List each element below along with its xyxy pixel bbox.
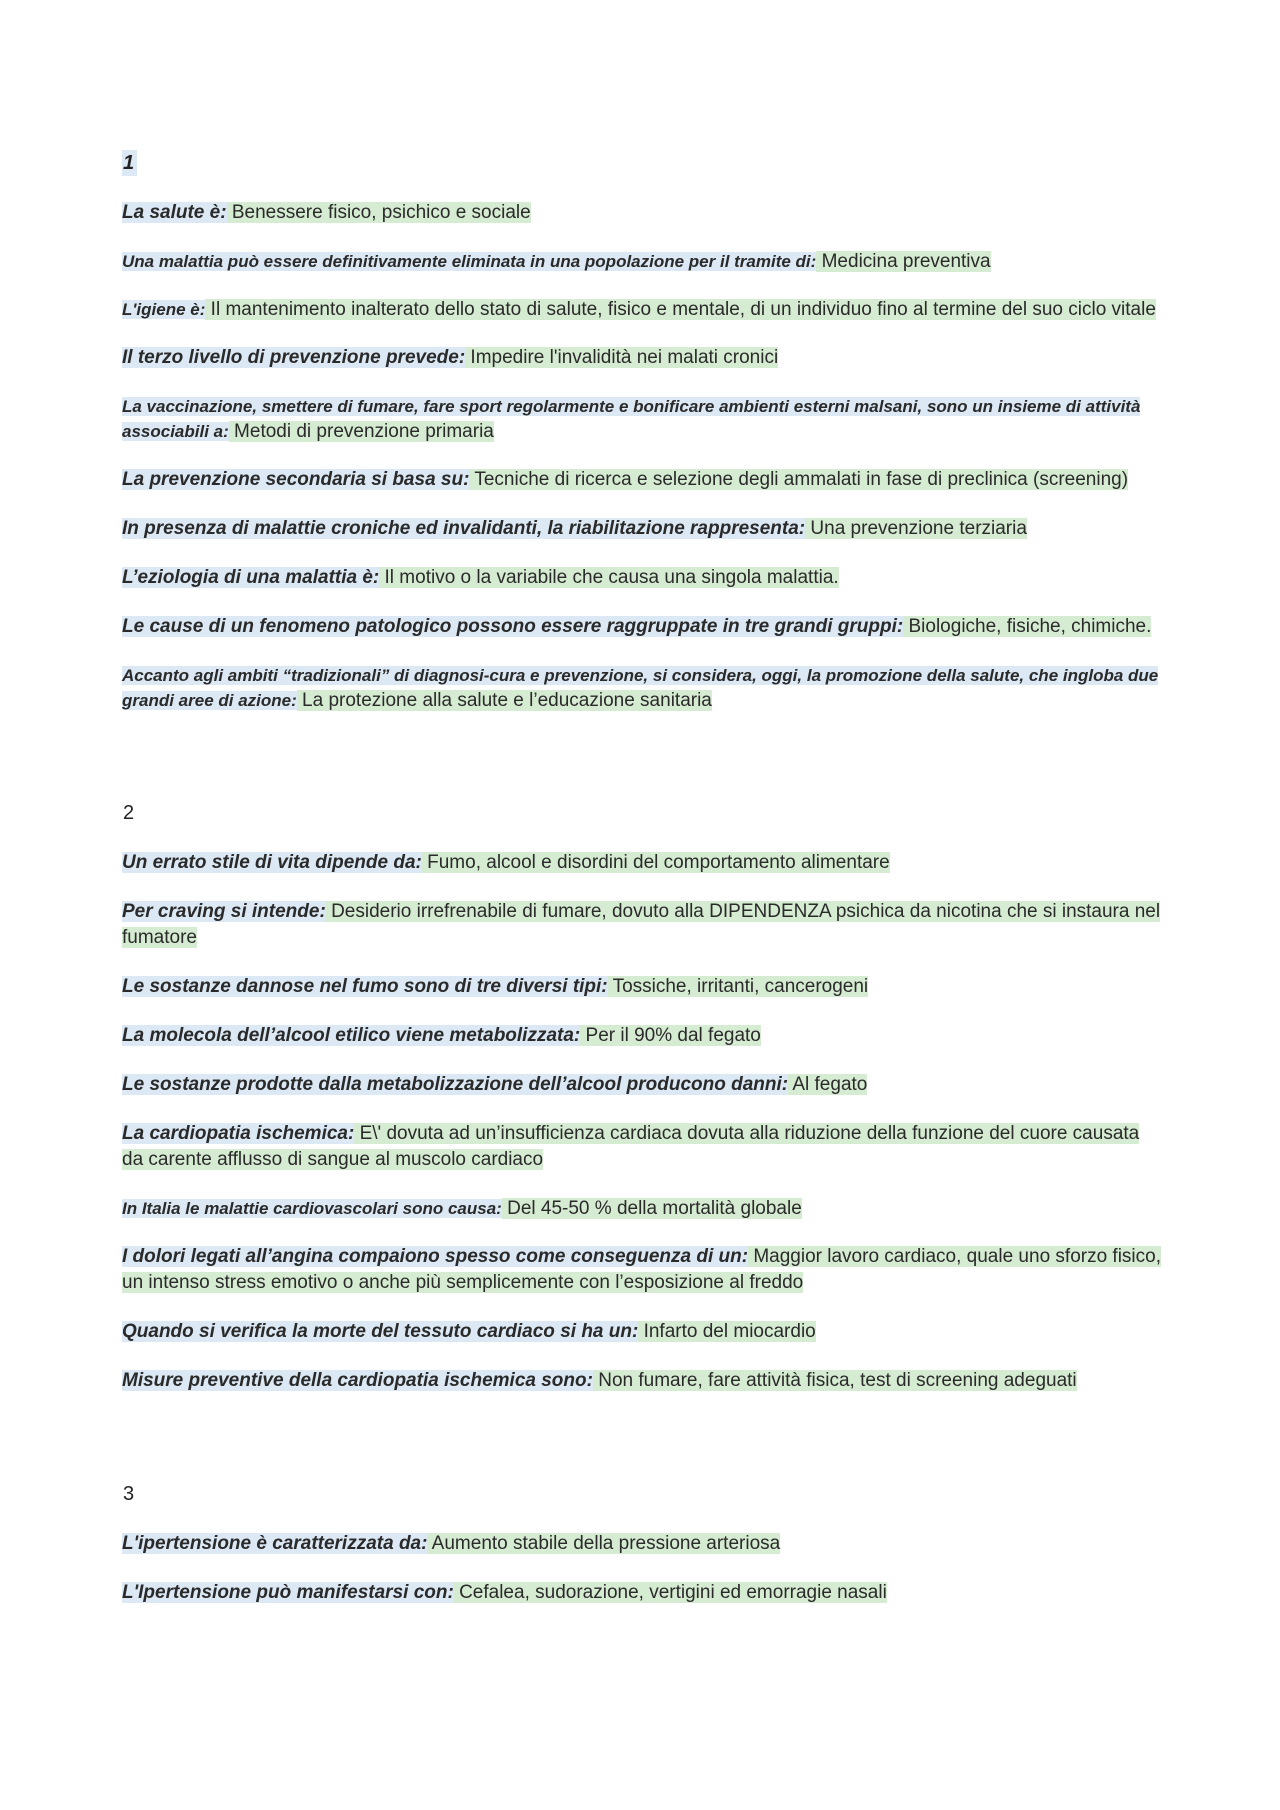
qa-item [122,1072,1164,1098]
qa-item [122,394,1164,444]
qa-item [122,1121,1164,1173]
answer: Del 45-50 % della mortalità globale [501,1198,802,1219]
answer: Al fegato [788,1074,868,1095]
section-number: 3 [123,1483,135,1505]
question: Le sostanze prodotte dalla metabolizzazione dell’alcool producono danni: [122,1074,789,1095]
answer: Impedire l'invalidità nei malati cronici [465,347,779,368]
answer: Una prevenzione terziaria [805,518,1027,539]
answer: Non fumare, fare attività fisica, test di screening adeguati [592,1370,1077,1391]
question: La salute è: [122,202,227,223]
qa-item [122,516,1164,542]
qa-item [122,249,1164,274]
question: L'Ipertensione può manifestarsi con: [122,1582,454,1603]
qa-item [122,663,1164,713]
question: Una malattia può essere definitivamente eliminata in una popolazione per il tramite di: [122,252,817,271]
qa-item [122,974,1164,1000]
answer: Aumento stabile della pressione arteriosa [427,1533,781,1554]
qa-item [122,565,1164,591]
qa-item [122,1196,1164,1221]
section-3 [122,1417,1160,1606]
answer: Il motivo o la variabile che causa una singola malattia. [379,567,839,588]
answer: Cefalea, sudorazione, vertigini ed emorragie nasali [453,1582,887,1603]
qa-item [122,850,1164,876]
question: Le cause di un fenomeno patologico possono essere raggruppate in tre grandi gruppi: [122,616,904,637]
question: Misure preventive della cardiopatia ischemica sono: [122,1370,593,1391]
section-2 [122,736,1160,1394]
qa-item [122,899,1164,951]
qa-item [122,467,1164,493]
qa-item [122,1244,1164,1296]
qa-item [122,1580,1164,1606]
qa-item [122,1531,1164,1557]
question: Un errato stile di vita dipende da: [122,852,422,873]
answer: La protezione alla salute e l’educazione sanitaria [296,690,712,711]
answer: Infarto del miocardio [638,1321,816,1342]
question: Per craving si intende: [122,901,326,922]
answer: Fumo, alcool e disordini del comportamento alimentare [421,852,890,873]
question: Il terzo livello di prevenzione prevede: [122,347,466,368]
question: La prevenzione secondaria si basa su: [122,469,470,490]
qa-item [122,1319,1164,1345]
answer: Desiderio irrefrenabile di fumare, dovuto alla DIPENDENZA psichica da nicotina che si instaura nel fumatore [122,901,1161,948]
answer: Benessere fisico, psichico e sociale [226,202,531,223]
section-1 [122,150,1160,713]
question: In Italia le malattie cardiovascolari sono causa: [122,1199,502,1218]
answer: Per il 90% dal fegato [580,1025,761,1046]
question: Accanto agli ambiti “tradizionali” di diagnosi-cura e prevenzione, si considera, oggi, la promozione della salute, che ingloba due grandi aree di azione: [122,666,1159,710]
answer: Medicina preventiva [816,251,991,272]
qa-item [122,1023,1164,1049]
question: La molecola dell’alcool etilico viene metabolizzata: [122,1025,581,1046]
section-number: 2 [123,802,135,824]
question: I dolori legati all’angina compaiono spesso come conseguenza di un: [122,1246,749,1267]
qa-item [122,1368,1164,1394]
question: Quando si verifica la morte del tessuto cardiaco si ha un: [122,1321,639,1342]
qa-item [122,345,1164,371]
answer: Tossiche, irritanti, cancerogeni [607,976,869,997]
answer: Biologiche, fisiche, chimiche. [903,616,1152,637]
answer: Metodi di prevenzione primaria [228,421,494,442]
qa-item [122,200,1164,226]
qa-item [122,297,1164,322]
question: La cardiopatia ischemica: [122,1123,355,1144]
answer: E\' dovuta ad un’insufficienza cardiaca dovuta alla riduzione della funzione del cuore causata da carente afflusso di sangue al muscolo cardiaco [122,1123,1140,1170]
question: La vaccinazione, smettere di fumare, fare sport regolarmente e bonificare ambienti esterni malsani, sono un insieme di attività associabili a: [122,397,1141,441]
qa-item [122,614,1164,640]
answer: Maggior lavoro cardiaco, quale uno sforzo fisico, un intenso stress emotivo o anche più semplicemente con l’esposizione al freddo [122,1246,1161,1293]
answer: Il mantenimento inalterato dello stato di salute, fisico e mentale, di un individuo fino al termine del suo ciclo vitale [205,299,1156,320]
question: Le sostanze dannose nel fumo sono di tre diversi tipi: [122,976,608,997]
section-number: 1 [122,150,137,176]
answer: Tecniche di ricerca e selezione degli ammalati in fase di preclinica (screening) [469,469,1129,490]
question: L'ipertensione è caratterizzata da: [122,1533,428,1554]
question: L’eziologia di una malattia è: [122,567,380,588]
question: In presenza di malattie croniche ed invalidanti, la riabilitazione rappresenta: [122,518,806,539]
question: L'igiene è: [122,300,206,319]
